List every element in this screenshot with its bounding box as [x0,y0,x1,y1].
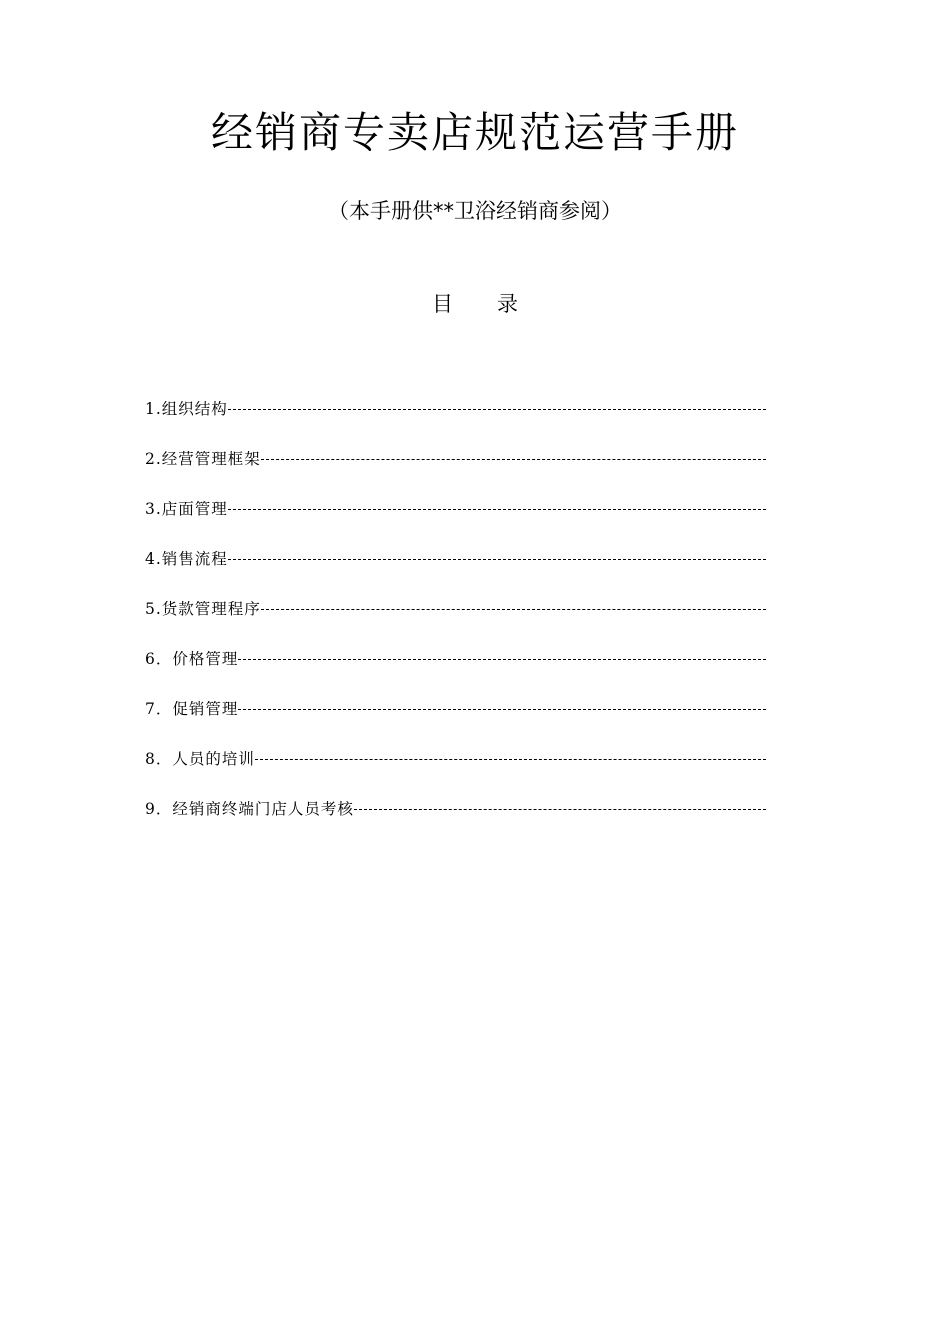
toc-item-business-framework[interactable] [145,448,770,498]
toc-heading [0,290,950,318]
document-subtitle: （本手册供**卫浴经销商参阅） [328,199,622,223]
toc-dotted-leader [238,698,766,710]
toc-item-label: 8．人员的培训 [145,750,255,768]
toc-dotted-leader [255,748,766,760]
toc-dotted-leader [228,398,766,410]
toc-item-label: 6．价格管理 [145,650,239,668]
toc-dotted-leader [261,448,766,460]
toc-dotted-leader [228,498,766,510]
toc-item-organization-structure[interactable] [145,398,770,448]
toc-dotted-leader [354,798,766,810]
toc-item-payment-procedure[interactable] [145,598,770,648]
toc-item-staff-training[interactable] [145,748,770,798]
toc-item-label: 3.店面管理 [145,500,228,518]
toc-item-label: 4.销售流程 [145,550,228,568]
toc-item-promotion-management[interactable] [145,698,770,748]
toc-item-label: 7．促销管理 [145,700,239,718]
document-title: 经销商专卖店规范运营手册 [210,108,739,157]
toc-dotted-leader [261,598,766,610]
toc-item-label: 5.货款管理程序 [145,600,261,618]
toc-item-store-management[interactable] [145,498,770,548]
toc-item-price-management[interactable] [145,648,770,698]
toc-item-staff-assessment[interactable] [145,798,770,848]
toc-item-label: 1.组织结构 [145,400,228,418]
toc-item-label: 2.经营管理框架 [145,450,261,468]
table-of-contents [145,398,770,848]
toc-heading-right: 录 [497,292,518,316]
toc-item-sales-process[interactable] [145,548,770,598]
toc-dotted-leader [238,648,766,660]
toc-dotted-leader [228,548,766,560]
toc-item-label: 9．经销商终端门店人员考核 [145,800,354,818]
toc-heading-left: 目 [432,292,453,316]
